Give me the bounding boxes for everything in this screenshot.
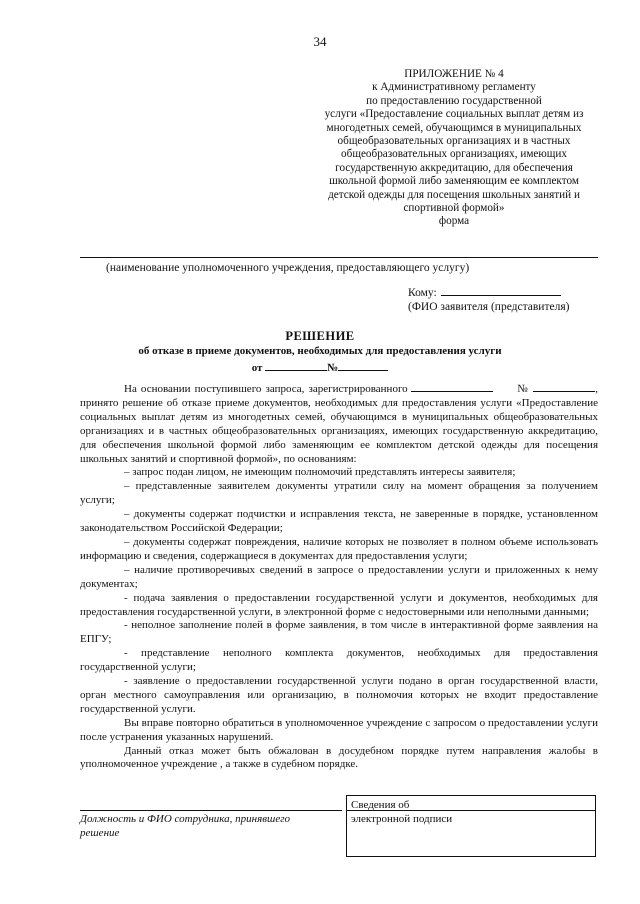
- appendix-line: по предоставлению государственной: [366, 94, 542, 107]
- appendix-line: спортивной формой»: [403, 202, 505, 215]
- reason-item: – запрос подан лицом, не имеющим полномочий представлять интересы заявителя;: [124, 466, 516, 479]
- appendix-line: школьной формой либо заменяющим ее комплектом: [329, 175, 579, 188]
- official-caption-line: решение: [80, 827, 120, 839]
- date-blank: [265, 361, 327, 371]
- from-label: от: [251, 362, 263, 374]
- esignature-caption-line: электронной подписи: [351, 813, 453, 825]
- org-name-caption: (наименование уполномоченного учреждения, предоставляющего услугу): [106, 262, 470, 274]
- official-signature-line: [80, 810, 342, 811]
- reason-item: – представленные заявителем документы утратили силу на момент обращения за получением услуги;: [80, 480, 598, 507]
- reason-item: - неполное заполнение полей в форме заявления, в том числе в интерактивной форме заявления на ЕПГУ;: [80, 619, 598, 646]
- appendix-line: государственную аккредитацию, для обеспечения: [335, 161, 573, 174]
- reason-item: – документы содержат подчистки и исправления текста, не заверенные в порядке, установленном законодательством Российской Федерации;: [80, 508, 598, 535]
- appeal-paragraph: Данный отказ может быть обжалован в досудебном порядке путем направления жалобы в уполномоченное учреждение , а также в судебном порядке.: [80, 744, 598, 771]
- decision-title: РЕШЕНИЕ: [285, 329, 355, 343]
- appendix-header: [300, 68, 608, 229]
- registered-blank: [411, 382, 493, 392]
- decision-body: [80, 382, 598, 772]
- decision-date-line: [0, 361, 640, 374]
- appendix-line: ПРИЛОЖЕНИЕ № 4: [404, 68, 504, 80]
- org-name-line: [80, 257, 598, 258]
- reason-item: - заявление о предоставлении государственной услуги подано в орган государственной власти, орган местного самоуправления или организацию, в полномочия которых не входит предоставление государственной услуги.: [80, 675, 598, 715]
- number-blank: [338, 361, 388, 371]
- appendix-line: многодетных семей, обучающимся в муниципальных: [326, 121, 582, 134]
- appendix-line: к Административному регламенту: [372, 81, 536, 94]
- registration-number-blank: [533, 382, 595, 392]
- recipient-blank: [441, 285, 561, 296]
- intro-paragraph: На основании поступившего запроса, зарегистрированного № , принято решение об отказе приеме документов, необходимых для предоставления услуги «Предоставление социальных выплат детям из многодетных семей, обучающимся в муниципальных общеобразовательных организациях и в частных общеобразовательных организациях, имеющих государственную аккредитацию, для обеспечения школьной формой либо заменяющим ее комплектом детской одежды для посещения школьных занятий и спортивной формой», по основаниям:: [80, 383, 599, 465]
- appendix-line: общеобразовательных организациях, имеющих: [341, 148, 567, 161]
- reason-item: – документы содержат повреждения, наличие которых не позволяет в полном объеме использовать информацию и сведения, содержащиеся в документах для предоставления услуги;: [80, 535, 598, 562]
- to-label: Кому:: [408, 287, 437, 299]
- esignature-caption: [351, 798, 452, 826]
- page-number: 34: [313, 34, 327, 49]
- decision-subtitle: об отказе в приеме документов, необходимых для предоставления услуги: [138, 345, 502, 357]
- appendix-line: детской одежды для посещения школьных занятий и: [328, 188, 580, 201]
- appendix-line: форма: [438, 215, 470, 228]
- official-caption: [80, 812, 290, 840]
- recipient-block: [408, 285, 569, 314]
- reason-item: - подача заявления о предоставлении государственной услуги и документов, необходимых для предоставления государственной услуги, в электронной форме с недостоверными или неполными данными;: [80, 591, 598, 618]
- recipient-caption: (ФИО заявителя (представителя): [408, 301, 570, 313]
- appendix-line: услуги «Предоставление социальных выплат детям из: [324, 108, 584, 121]
- esignature-caption-line: Сведения об: [351, 799, 410, 811]
- repeat-paragraph: Вы вправе повторно обратиться в уполномоченное учреждение с запросом о предоставлении услуги после устранения указанных нарушений.: [80, 716, 598, 743]
- reason-item: - представление неполного комплекта документов, необходимых для предоставления государственной услуги;: [80, 647, 598, 674]
- official-caption-line: Должность и ФИО сотрудника, принявшего: [80, 813, 290, 825]
- reason-item: – наличие противоречивых сведений в запросе о предоставлении услуги и приложенных к нему документах;: [80, 563, 598, 590]
- number-label: №: [327, 362, 339, 374]
- appendix-line: общеобразовательных организациях и в частных: [337, 135, 571, 148]
